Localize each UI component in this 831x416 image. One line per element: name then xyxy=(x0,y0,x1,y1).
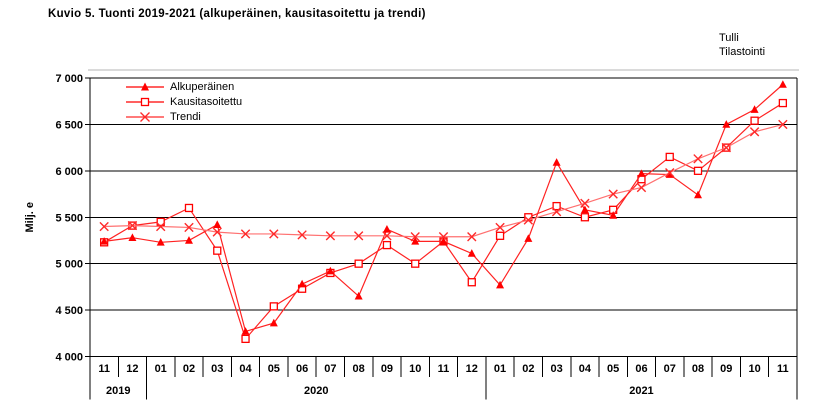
x-month-label: 07 xyxy=(663,363,676,375)
y-tick-label: 4 500 xyxy=(55,305,83,318)
x-month-label: 03 xyxy=(550,363,563,375)
y-tick-label: 5 000 xyxy=(55,258,83,271)
x-month-label: 08 xyxy=(691,363,705,375)
x-month-label: 04 xyxy=(578,363,592,375)
x-month-label: 05 xyxy=(267,363,280,375)
x-year-label: 2020 xyxy=(303,385,329,397)
x-month-label: 10 xyxy=(409,363,422,375)
x-month-label: 09 xyxy=(380,363,394,375)
data-point-square xyxy=(412,260,419,267)
x-year-label: 2021 xyxy=(629,385,654,397)
y-tick-label: 5 500 xyxy=(55,212,83,225)
data-point-square xyxy=(185,204,192,211)
chart-title: Kuvio 5. Tuonti 2019-2021 (alkuperäinen, kausitasoitettu ja trendi) xyxy=(48,8,426,20)
source-line-1: Tulli xyxy=(719,32,739,44)
data-point-triangle xyxy=(524,234,532,242)
square-marker-icon xyxy=(126,96,164,108)
y-tick-label: 4 000 xyxy=(55,351,83,364)
x-month-label: 12 xyxy=(465,363,478,375)
x-month-label: 01 xyxy=(154,363,167,375)
legend-label: Trendi xyxy=(170,111,201,123)
y-tick-label: 6 500 xyxy=(55,119,83,132)
x-month-label: 06 xyxy=(635,363,648,375)
source-line-2: Tilastointi xyxy=(719,46,766,58)
y-tick-label: 6 000 xyxy=(55,165,83,178)
triangle-marker-icon xyxy=(126,81,164,93)
data-point-square xyxy=(468,279,475,286)
data-point-square xyxy=(779,100,786,107)
data-point-square xyxy=(214,247,221,254)
legend-label: Alkuperäinen xyxy=(170,81,235,93)
data-point-square xyxy=(355,260,362,267)
series-line-kausitasoitettu xyxy=(104,103,783,339)
data-point-triangle xyxy=(383,225,391,233)
data-point-triangle xyxy=(553,158,561,166)
legend-item-alkuperainen xyxy=(126,81,242,93)
legend-label: Kausitasoitettu xyxy=(170,96,243,108)
series-line-trendi xyxy=(104,124,783,236)
data-point-square xyxy=(666,153,673,160)
data-point-square xyxy=(383,242,390,249)
data-point-square xyxy=(242,335,249,342)
data-point-triangle xyxy=(694,191,702,199)
data-point-triangle xyxy=(468,249,476,257)
x-month-label: 09 xyxy=(720,363,733,375)
x-month-label: 05 xyxy=(607,363,620,375)
x-month-label: 03 xyxy=(211,363,224,375)
x-month-label: 11 xyxy=(437,363,450,375)
data-point-triangle xyxy=(128,233,136,241)
legend-item-kausitasoitettu xyxy=(126,96,242,108)
data-point-square xyxy=(751,117,758,124)
y-axis-title: Milj. e xyxy=(24,201,36,233)
data-point-triangle xyxy=(779,80,787,88)
chart-legend xyxy=(126,81,242,123)
x-month-label: 01 xyxy=(493,363,507,375)
x-month-label: 06 xyxy=(295,363,309,375)
y-tick-label: 7 000 xyxy=(55,73,83,85)
data-point-triangle xyxy=(298,280,306,288)
x-month-label: 04 xyxy=(239,363,252,375)
data-point-square xyxy=(581,214,588,221)
x-month-label: 12 xyxy=(126,363,139,375)
x-month-label: 08 xyxy=(352,363,365,375)
data-point-triangle xyxy=(213,220,221,228)
x-month-label: 10 xyxy=(748,363,761,375)
x-marker-icon xyxy=(126,111,164,123)
x-month-label: 02 xyxy=(522,363,535,375)
data-point-square xyxy=(497,232,504,239)
x-year-label: 2019 xyxy=(106,385,131,397)
data-point-triangle xyxy=(185,236,193,244)
x-month-label: 11 xyxy=(98,363,110,375)
data-point-square xyxy=(270,303,277,310)
x-month-label: 02 xyxy=(182,363,196,375)
x-month-label: 11 xyxy=(777,363,789,375)
x-month-label: 07 xyxy=(324,363,337,375)
data-point-square xyxy=(695,167,702,174)
legend-item-trendi xyxy=(126,111,242,123)
